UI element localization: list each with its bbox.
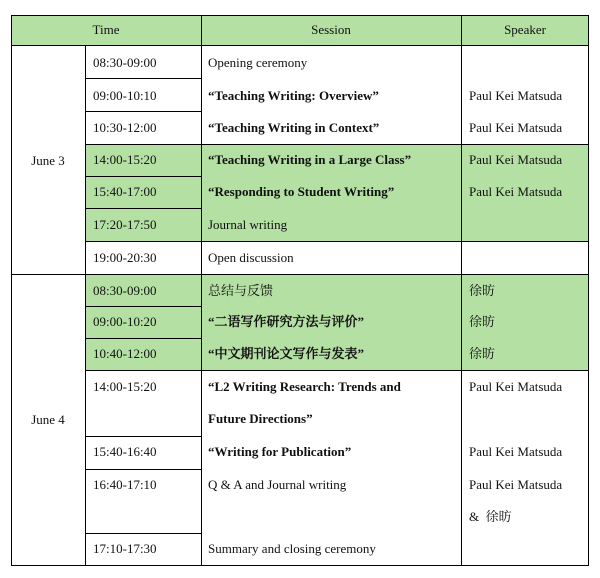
border-top bbox=[11, 15, 589, 16]
time-cell: 09:00-10:20 bbox=[93, 314, 157, 329]
speaker-cell: Paul Kei Matsuda bbox=[469, 379, 563, 394]
border-day-separator bbox=[11, 274, 589, 275]
time-cell: 08:30-09:00 bbox=[93, 55, 157, 70]
speaker-cell: 徐昉 bbox=[469, 314, 496, 329]
time-cell: 17:10-17:30 bbox=[93, 541, 157, 556]
speaker-cell: Paul Kei Matsuda bbox=[469, 152, 563, 167]
date-june3: June 3 bbox=[31, 153, 65, 168]
time-cell: 16:40-17:10 bbox=[93, 477, 157, 492]
header-time: Time bbox=[92, 22, 120, 37]
time-cell: 15:40-17:00 bbox=[93, 184, 157, 199]
border-row bbox=[85, 338, 201, 339]
session-cell: Opening ceremony bbox=[208, 55, 308, 70]
date-june4: June 4 bbox=[31, 412, 65, 427]
border-row bbox=[85, 370, 589, 371]
border-row bbox=[85, 111, 201, 112]
border-header-bottom bbox=[11, 45, 589, 46]
session-cell: “Responding to Student Writing” bbox=[208, 184, 395, 199]
speaker-cell: Paul Kei Matsuda bbox=[469, 444, 563, 459]
time-cell: 19:00-20:30 bbox=[93, 250, 157, 265]
session-cell: Journal writing bbox=[208, 217, 288, 232]
session-cell: “二语写作研究方法与评价” bbox=[208, 314, 365, 329]
session-cell: Q & A and Journal writing bbox=[208, 477, 347, 492]
time-cell: 09:00-10:10 bbox=[93, 88, 157, 103]
border-row bbox=[85, 241, 589, 242]
session-cell: Summary and closing ceremony bbox=[208, 541, 376, 556]
time-cell: 17:20-17:50 bbox=[93, 217, 157, 232]
border-session-speaker bbox=[461, 15, 462, 566]
session-cell: “Teaching Writing: Overview” bbox=[208, 88, 379, 103]
session-cell: 总结与反馈 bbox=[208, 283, 274, 298]
border-right bbox=[588, 15, 589, 566]
time-cell: 14:00-15:20 bbox=[93, 152, 157, 167]
time-cell: 08:30-09:00 bbox=[93, 283, 157, 298]
border-row bbox=[85, 469, 201, 470]
time-cell: 10:30-12:00 bbox=[93, 120, 157, 135]
speaker-cell: Paul Kei Matsuda bbox=[469, 184, 563, 199]
border-row bbox=[85, 176, 201, 177]
border-row bbox=[85, 78, 201, 79]
session-cell: “Teaching Writing in a Large Class” bbox=[208, 152, 412, 167]
speaker-cell: 徐昉 bbox=[469, 346, 496, 361]
session-cell: “Teaching Writing in Context” bbox=[208, 120, 380, 135]
session-cell: “中文期刊论文写作与发表” bbox=[208, 346, 365, 361]
session-cell: Open discussion bbox=[208, 250, 294, 265]
header-speaker: Speaker bbox=[504, 22, 546, 37]
border-bottom bbox=[11, 565, 589, 566]
border-time-session bbox=[201, 15, 202, 566]
border-row bbox=[85, 436, 201, 437]
time-cell: 10:40-12:00 bbox=[93, 346, 157, 361]
time-cell: 14:00-15:20 bbox=[93, 379, 157, 394]
speaker-cell-line2: & 徐昉 bbox=[469, 509, 512, 524]
speaker-cell: Paul Kei Matsuda bbox=[469, 120, 563, 135]
border-left bbox=[11, 15, 12, 566]
session-cell-line1: “L2 Writing Research: Trends and bbox=[208, 379, 401, 394]
session-cell-line2: Future Directions” bbox=[208, 411, 313, 426]
speaker-cell: Paul Kei Matsuda bbox=[469, 88, 563, 103]
border-row bbox=[85, 533, 201, 534]
speaker-cell: 徐昉 bbox=[469, 283, 496, 298]
border-row bbox=[85, 306, 201, 307]
session-cell: “Writing for Publication” bbox=[208, 444, 352, 459]
border-row bbox=[85, 208, 201, 209]
speaker-cell-line1: Paul Kei Matsuda bbox=[469, 477, 563, 492]
time-cell: 15:40-16:40 bbox=[93, 444, 157, 459]
border-row bbox=[85, 144, 589, 145]
header-session: Session bbox=[311, 22, 351, 37]
